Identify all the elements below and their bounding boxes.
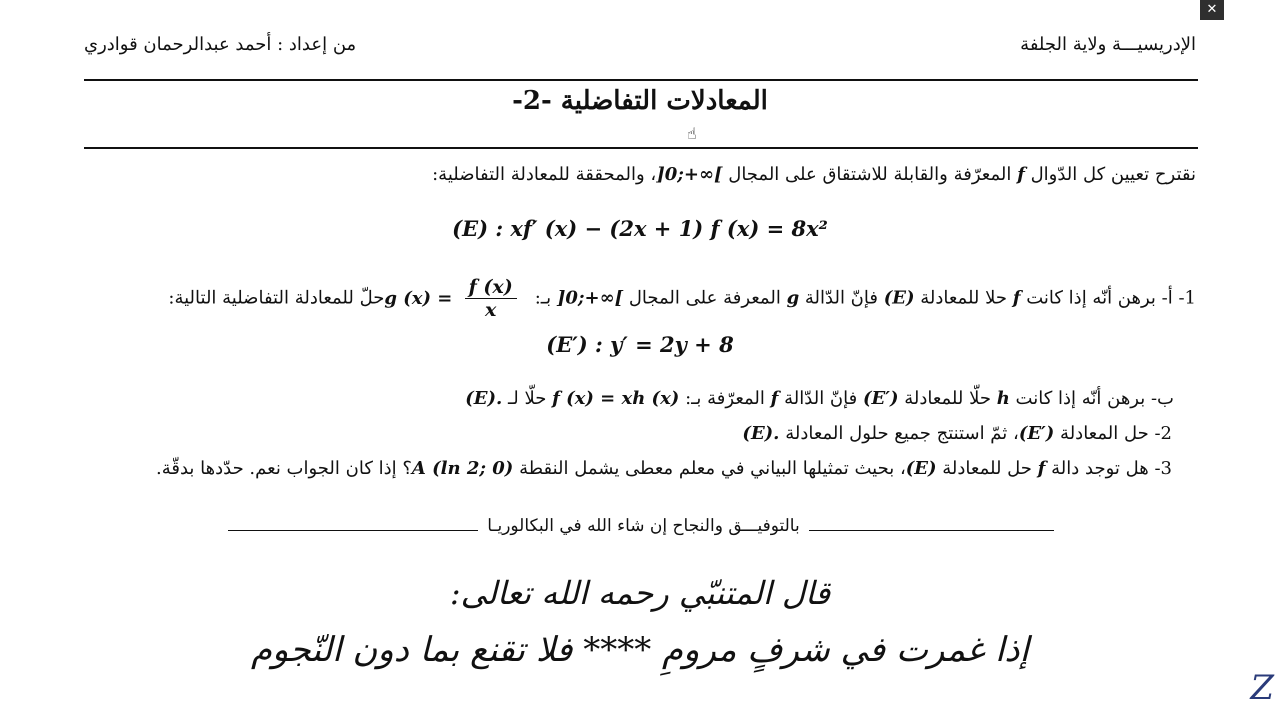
q1a-fraction-denominator: x	[485, 299, 497, 321]
q1a-g-lhs: g (x) =	[384, 287, 453, 309]
q1b-h: h	[996, 388, 1010, 409]
logo-icon: Z	[1250, 668, 1274, 708]
q3-text-d: ؟ إذا كان الجواب نعم. حدّدها بدقّة.	[155, 458, 412, 479]
header-author: من إعداد : أحمد عبدالرحمان قوادري	[84, 34, 357, 55]
q1b-text-a: ب- برهن أنّه إذا كانت	[1015, 388, 1174, 409]
separator-text: بالتوفيـــق والنجاح إن شاء الله في البكالوريـا	[487, 516, 800, 536]
q1a-e: (E)	[883, 287, 915, 309]
q1a-text-d: المعرفة على المجال	[628, 287, 781, 309]
q1a-definition	[384, 276, 529, 321]
q1b-e: (E).	[465, 388, 503, 409]
q1b-text-d: المعرّفة بـ:	[685, 388, 765, 409]
q1a-text-a: 1- أ- برهن أنّه إذا كانت	[1026, 287, 1196, 309]
poem-intro: قال المتنبّي رحمه الله تعالى:	[449, 574, 831, 612]
intro-text-a: نقترح تعيين كل الدّوال	[1030, 164, 1196, 185]
poem-verse: إذا غمرت في شرفٍ مرومِ **** فلا تقنع بما دون النّجوم	[250, 630, 1030, 670]
q1a-text-e: بـ:	[534, 287, 552, 309]
q1b-f: f	[770, 388, 779, 409]
q3-point: A (ln 2; 0)	[411, 458, 514, 479]
question-1b	[465, 388, 1174, 409]
separator-line-left	[228, 530, 478, 531]
equation-e-prime	[0, 332, 1280, 357]
intro-text-b: المعرّفة والقابلة للاشتقاق على المجال	[728, 164, 1012, 185]
close-icon[interactable]: ✕	[1200, 0, 1224, 20]
q1b-text-c: فإنّ الدّالة	[784, 388, 858, 409]
intro-paragraph	[432, 164, 1196, 185]
q3-e: (E)	[905, 458, 937, 479]
q2-text-b: ، ثمّ استنتج جميع حلول المعادلة	[785, 423, 1019, 444]
q1a-interval: ]0;+∞[	[556, 287, 624, 309]
q1b-relation: f (x) = xh (x)	[552, 388, 680, 409]
q2-e-prime: (E′)	[1018, 423, 1055, 444]
equation-e-prime-text: (E′) : y′ = 2y + 8	[546, 332, 734, 357]
q2-text-a: 2- حل المعادلة	[1060, 423, 1172, 444]
q1a-text-c: فإنّ الدّالة	[804, 287, 878, 309]
bottom-rule	[84, 147, 1198, 149]
top-rule	[84, 79, 1198, 81]
question-1a	[168, 276, 1196, 321]
q1a-g: g	[786, 287, 800, 309]
header-school: الإدريسيـــة ولاية الجلفة	[1020, 34, 1196, 55]
q3-text-b: حل للمعادلة	[942, 458, 1032, 479]
question-2	[742, 423, 1172, 444]
q3-text-a: 3- هل توجد دالة	[1051, 458, 1172, 479]
q1b-text-e: حلّا لـ	[507, 388, 547, 409]
separator-line-right	[809, 530, 1054, 531]
q1b-e-prime: (E′)	[862, 388, 899, 409]
q1a-fraction	[465, 276, 517, 321]
intro-f: f	[1017, 164, 1025, 185]
intro-interval: ]0;+∞[	[656, 164, 723, 185]
q1a-fraction-numerator: f (x)	[465, 276, 517, 299]
question-3	[156, 458, 1172, 479]
q1b-text-b: حلّا للمعادلة	[904, 388, 991, 409]
page-title: المعادلات التفاضلية -2-	[512, 86, 768, 116]
hand-cursor-icon: ☝	[687, 124, 697, 143]
closing-separator	[228, 516, 1054, 542]
q3-text-c: ، بحيث تمثيلها البياني في معلم معطى يشمل النقطة	[519, 458, 906, 479]
equation-e	[0, 216, 1280, 241]
q3-f: f	[1037, 458, 1046, 479]
q2-e: (E).	[742, 423, 780, 444]
intro-text-c: ، والمحققة للمعادلة التفاضلية:	[432, 164, 657, 185]
q1a-text-b: حلا للمعادلة	[920, 287, 1007, 309]
q1a-f: f	[1012, 287, 1021, 309]
equation-e-text: (E) : xf′ (x) − (2x + 1) f (x) = 8x²	[452, 216, 828, 241]
q1a-text-f: حلّ للمعادلة التفاضلية التالية:	[168, 287, 385, 309]
